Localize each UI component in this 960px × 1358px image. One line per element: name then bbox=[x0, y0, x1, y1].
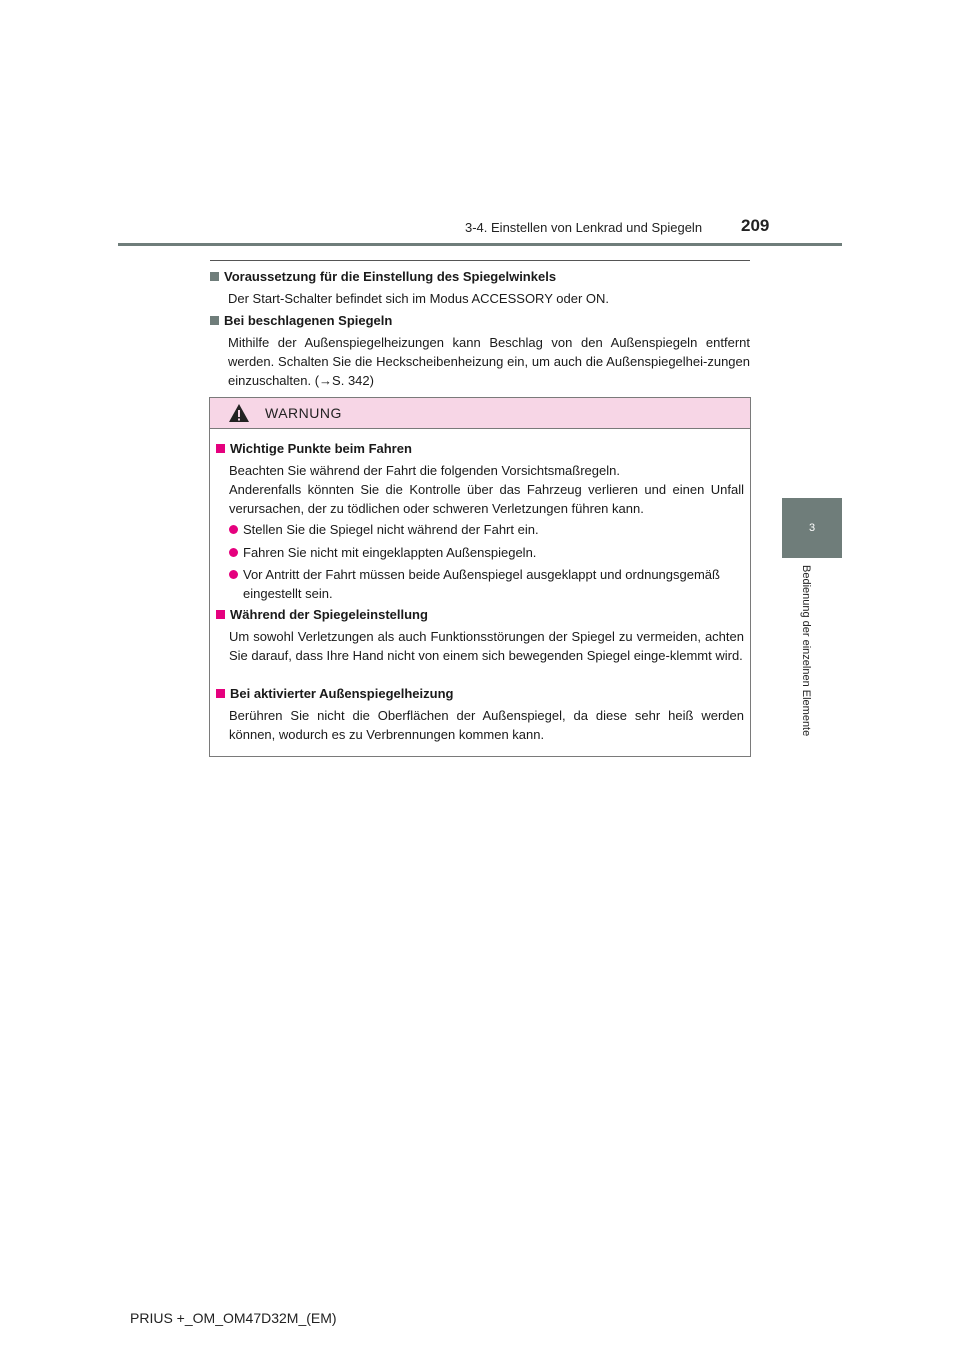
warning-item-driving bbox=[216, 439, 744, 518]
warning-bullet bbox=[229, 520, 744, 539]
warning-item-heading-text: Während der Spiegeleinstellung bbox=[230, 607, 428, 622]
warning-item-heading bbox=[216, 439, 744, 458]
warning-box bbox=[209, 397, 751, 757]
section-heading-text: Voraussetzung für die Einstellung des Spiegelwinkels bbox=[224, 269, 557, 284]
chapter-tab bbox=[782, 498, 842, 558]
page-number: 209 bbox=[741, 216, 770, 235]
section-mirror-angle bbox=[210, 267, 750, 308]
warning-item-heading-text: Wichtige Punkte beim Fahren bbox=[230, 441, 412, 456]
warning-item-text-line2: Anderenfalls könnten Sie die Kontrolle über das Fahrzeug verlieren und einen Unfall verursachen, der zu tödlichen oder schweren Verletzungen führen kann. bbox=[229, 482, 744, 516]
section-heading-text: Bei beschlagenen Spiegeln bbox=[224, 313, 393, 328]
warning-item-heading bbox=[216, 605, 744, 624]
square-bullet-icon bbox=[210, 316, 219, 325]
warning-item-text bbox=[216, 461, 744, 518]
header-rule bbox=[118, 243, 842, 246]
warning-bullet bbox=[229, 565, 744, 603]
warning-bullet-text: Vor Antritt der Fahrt müssen beide Außenspiegel ausgeklappt und ordnungsgemäß eingestellt sein. bbox=[243, 567, 720, 601]
warning-item-heading-text: Bei aktivierter Außenspiegelheizung bbox=[230, 686, 454, 701]
section-fogged-mirrors bbox=[210, 311, 750, 390]
round-bullet-icon bbox=[229, 548, 238, 557]
footer-code: PRIUS +_OM_OM47D32M_(EM) bbox=[130, 1310, 337, 1326]
square-bullet-icon bbox=[216, 689, 225, 698]
square-bullet-icon bbox=[210, 272, 219, 281]
warning-item-heater bbox=[216, 684, 744, 744]
warning-bullet-text: Fahren Sie nicht mit eingeklappten Außenspiegeln. bbox=[243, 545, 537, 560]
section-text: Der Start-Schalter befindet sich im Modus ACCESSORY oder ON. bbox=[228, 291, 610, 306]
warning-bullet-text: Stellen Sie die Spiegel nicht während der Fahrt ein. bbox=[243, 522, 539, 537]
warning-header bbox=[210, 398, 750, 429]
warning-item-text: Berühren Sie nicht die Oberflächen der Außenspiegel, da diese sehr heiß werden können, wodurch es zu Verbrennungen kommen kann. bbox=[229, 708, 744, 742]
square-bullet-icon bbox=[216, 444, 225, 453]
content-rule bbox=[210, 260, 750, 261]
warning-title: WARNUNG bbox=[265, 405, 342, 421]
section-text: Mithilfe der Außenspiegelheizungen kann Beschlag von den Außenspiegeln entfernt werden. Schalten Sie die Heckscheibenheizung ein, um auch die Außenspiegelhei-zungen einzuschalten. (→S. 342) bbox=[228, 335, 750, 388]
warning-item-text: Um sowohl Verletzungen als auch Funktionsstörungen der Spiegel zu vermeiden, achten Sie darauf, dass Ihre Hand nicht von einem sich bewegenden Spiegel einge-klemmt wird. bbox=[229, 629, 744, 663]
square-bullet-icon bbox=[216, 610, 225, 619]
chapter-tab-title: Bedienung der einzelnen Elemente bbox=[800, 565, 812, 737]
warning-item-heading bbox=[216, 684, 744, 703]
section-heading bbox=[210, 267, 750, 286]
round-bullet-icon bbox=[229, 570, 238, 579]
section-heading bbox=[210, 311, 750, 330]
chapter-tab-number: 3 bbox=[808, 522, 816, 534]
warning-triangle-icon bbox=[228, 403, 250, 423]
header-section-title: 3-4. Einstellen von Lenkrad und Spiegeln bbox=[465, 220, 703, 235]
warning-item-adjustment bbox=[216, 605, 744, 665]
warning-bullet bbox=[229, 543, 744, 562]
round-bullet-icon bbox=[229, 525, 238, 534]
warning-item-text-line1: Beachten Sie während der Fahrt die folgenden Vorsichtsmaßregeln. bbox=[229, 463, 620, 478]
